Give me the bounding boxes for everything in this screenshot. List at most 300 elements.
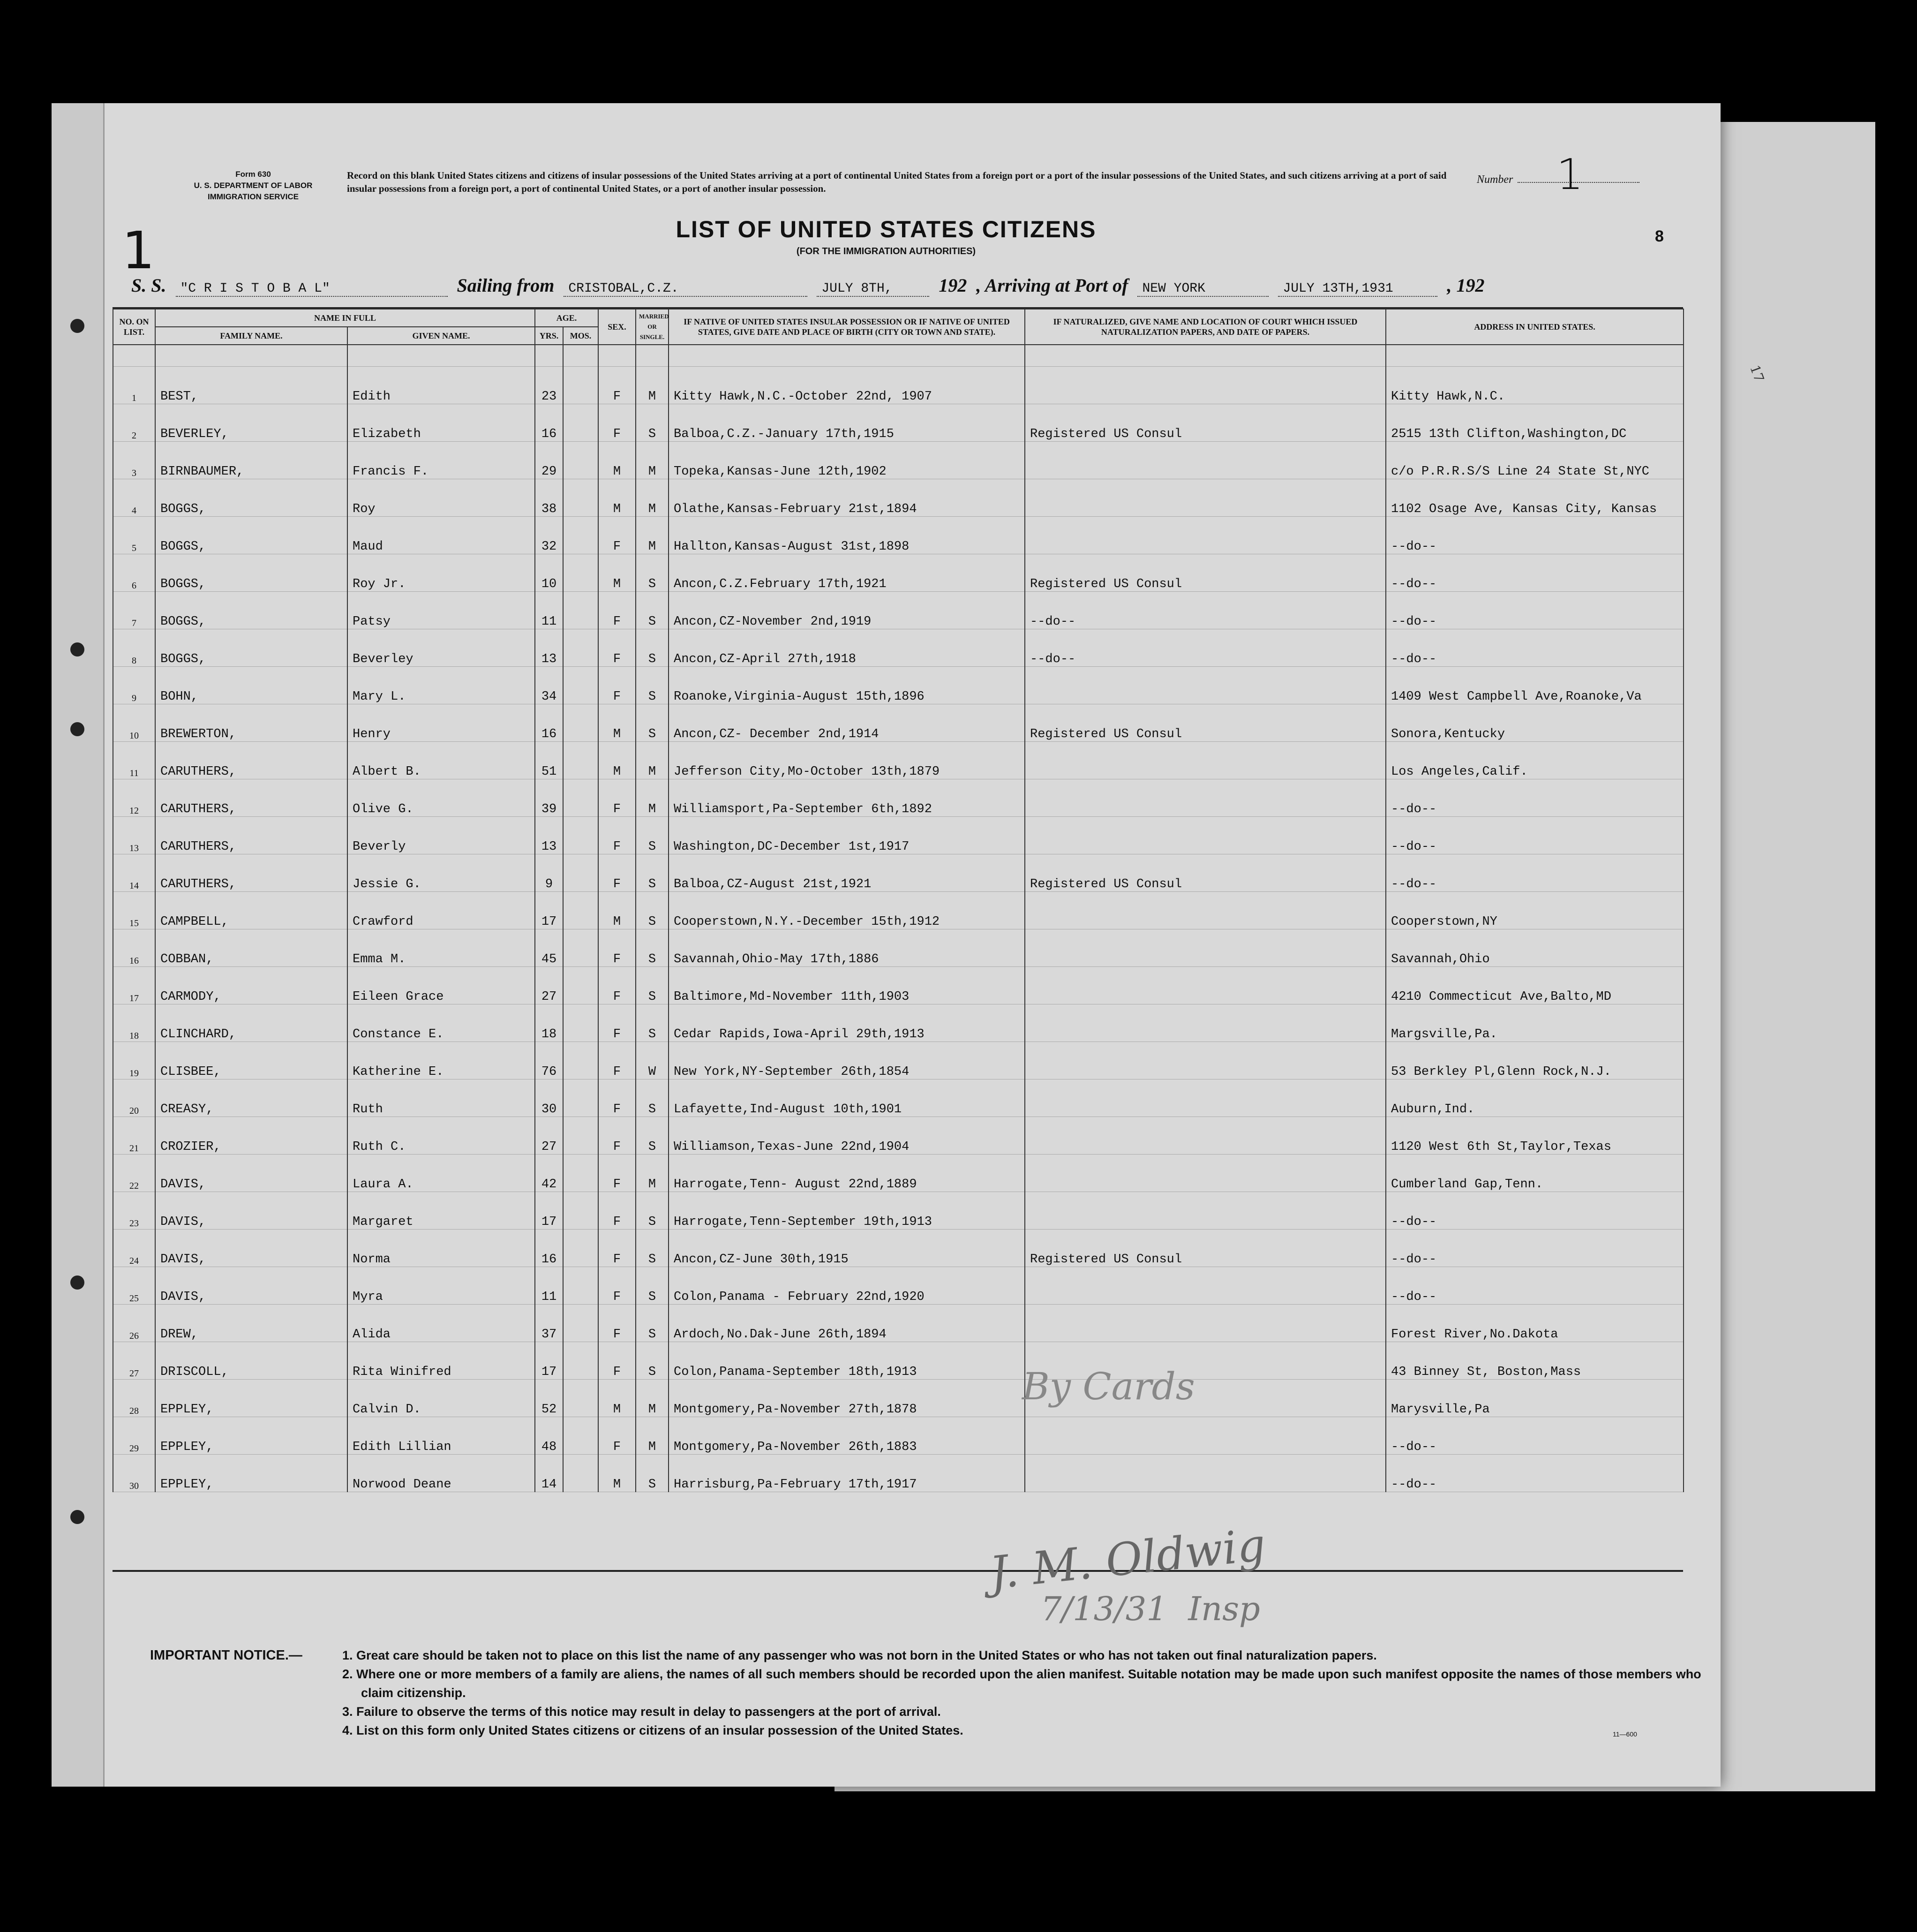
us-address: 53 Berkley Pl,Glenn Rock,N.J. [1386,1042,1684,1079]
birth-place-date: Jefferson City,Mo-October 13th,1879 [669,742,1025,779]
birth-place-date: Harrisburg,Pa-February 17th,1917 [669,1455,1025,1492]
given-name: Francis F. [347,442,535,479]
given-name: Albert B. [347,742,535,779]
us-address: --do-- [1386,1455,1684,1492]
marital-status: S [636,1455,669,1492]
form-department: U. S. DEPARTMENT OF LABOR [194,181,313,190]
age-years: 11 [535,592,563,629]
sex: F [598,1417,636,1455]
birth-place-date: Montgomery,Pa-November 26th,1883 [669,1417,1025,1455]
family-name: DAVIS, [155,1192,347,1230]
naturalization [1025,1305,1386,1342]
sex: M [598,442,636,479]
naturalization: Registered US Consul [1025,1230,1386,1267]
marital-status: S [636,1230,669,1267]
sex: M [598,479,636,517]
us-address: Forest River,No.Dakota [1386,1305,1684,1342]
age-years: 13 [535,629,563,667]
table-row [113,1230,1684,1267]
age-months [563,442,598,479]
naturalization [1025,742,1386,779]
family-name: EPPLEY, [155,1455,347,1492]
header-address: ADDRESS IN UNITED STATES. [1386,309,1684,345]
marital-status: M [636,442,669,479]
birth-place-date: Balboa,C.Z.-January 17th,1915 [669,404,1025,442]
naturalization: Registered US Consul [1025,404,1386,442]
sex: F [598,817,636,854]
given-name: Jessie G. [347,854,535,892]
family-name: CARUTHERS, [155,854,347,892]
row-number: 28 [113,1380,155,1417]
marital-status: S [636,1267,669,1305]
us-address: 1409 West Campbell Ave,Roanoke,Va [1386,667,1684,704]
row-number: 7 [113,592,155,629]
us-address: 1120 West 6th St,Taylor,Texas [1386,1117,1684,1155]
edge-note: 17 [1747,363,1767,384]
row-number: 22 [113,1155,155,1192]
age-months [563,704,598,742]
age-months [563,1079,598,1117]
naturalization [1025,817,1386,854]
marital-status: S [636,1117,669,1155]
marital-status: S [636,554,669,592]
row-number: 26 [113,1305,155,1342]
header-mos: MOS. [563,327,598,345]
header-given: GIVEN NAME. [347,327,535,345]
row-number: 25 [113,1267,155,1305]
age-years: 37 [535,1305,563,1342]
row-number: 23 [113,1192,155,1230]
punch-hole [70,319,84,333]
sex: F [598,1117,636,1155]
birth-place-date: New York,NY-September 26th,1854 [669,1042,1025,1079]
given-name: Ruth C. [347,1117,535,1155]
manifest-sheet [52,103,1767,1787]
naturalization [1025,1155,1386,1192]
age-years: 42 [535,1155,563,1192]
naturalization [1025,1455,1386,1492]
age-years: 11 [535,1267,563,1305]
age-years: 17 [535,1192,563,1230]
us-address: Savannah,Ohio [1386,929,1684,967]
row-number: 27 [113,1342,155,1380]
marital-status: S [636,592,669,629]
header-name-full: NAME IN FULL [155,309,535,327]
birth-place-date: Colon,Panama-September 18th,1913 [669,1342,1025,1380]
table-row [113,967,1684,1004]
birth-place-date: Ancon,CZ-November 2nd,1919 [669,592,1025,629]
age-years: 9 [535,854,563,892]
birth-place-date: Harrogate,Tenn- August 22nd,1889 [669,1155,1025,1192]
table-row [113,592,1684,629]
sex: F [598,1267,636,1305]
family-name: DAVIS, [155,1267,347,1305]
table-row [113,1380,1684,1417]
naturalization [1025,1004,1386,1042]
given-name: Rita Winifred [347,1342,535,1380]
row-number: 12 [113,779,155,817]
given-name: Roy Jr. [347,554,535,592]
family-name: DAVIS, [155,1230,347,1267]
given-name: Maud [347,517,535,554]
naturalization [1025,1079,1386,1117]
marital-status: S [636,704,669,742]
row-number: 8 [113,629,155,667]
handwritten-mark: 1 [122,220,155,280]
given-name: Calvin D. [347,1380,535,1417]
sex: F [598,667,636,704]
marital-status: W [636,1042,669,1079]
marital-status: S [636,929,669,967]
age-months [563,1380,598,1417]
age-months [563,1042,598,1079]
birth-place-date: Montgomery,Pa-November 27th,1878 [669,1380,1025,1417]
sex: F [598,779,636,817]
sex: F [598,1004,636,1042]
family-name: BEVERLEY, [155,404,347,442]
family-name: BOGGS, [155,479,347,517]
number-label: Number [1477,174,1513,186]
age-months [563,817,598,854]
document-subtitle: (FOR THE IMMIGRATION AUTHORITIES) [796,246,976,257]
table-row [113,442,1684,479]
voyage-line [131,274,1678,297]
row-number: 1 [113,367,155,404]
age-months [563,1192,598,1230]
birth-place-date: Savannah,Ohio-May 17th,1886 [669,929,1025,967]
naturalization: --do-- [1025,592,1386,629]
sex: F [598,1192,636,1230]
birth-place-date: Balboa,CZ-August 21st,1921 [669,854,1025,892]
sex: F [598,517,636,554]
table-row [113,704,1684,742]
naturalization: Registered US Consul [1025,854,1386,892]
page-stamp: 8 [1655,227,1664,245]
row-number: 11 [113,742,155,779]
arriving-label: , Arriving at Port of [976,275,1128,296]
signature-title: Insp [1188,1590,1260,1628]
punch-hole [70,642,84,657]
naturalization [1025,517,1386,554]
birth-place-date: Baltimore,Md-November 11th,1903 [669,967,1025,1004]
given-name: Edith [347,367,535,404]
table-row [113,1117,1684,1155]
arrival-date: JULY 13TH,1931 [1278,281,1437,297]
birth-place-date: Topeka,Kansas-June 12th,1902 [669,442,1025,479]
us-address: Cooperstown,NY [1386,892,1684,929]
row-number: 21 [113,1117,155,1155]
family-name: CARUTHERS, [155,817,347,854]
marital-status: M [636,517,669,554]
given-name: Katherine E. [347,1042,535,1079]
us-address: Marysville,Pa [1386,1380,1684,1417]
ss-label: S. S. [131,275,166,296]
notice-item: 4. List on this form only United States citizens or citizens of an insular possession of the United States. [342,1723,963,1737]
given-name: Alida [347,1305,535,1342]
pencil-note: By Cards [1022,1365,1195,1408]
row-number: 17 [113,967,155,1004]
row-number: 18 [113,1004,155,1042]
marital-status: M [636,742,669,779]
form-number: Form 630 [235,170,271,179]
marital-status: M [636,367,669,404]
row-number: 2 [113,404,155,442]
age-months [563,1305,598,1342]
sailing-date: JULY 8TH, [817,281,929,297]
age-months [563,967,598,1004]
us-address: Los Angeles,Calif. [1386,742,1684,779]
family-name: BOGGS, [155,592,347,629]
sex: M [598,554,636,592]
age-years: 13 [535,817,563,854]
family-name: BOGGS, [155,517,347,554]
punch-hole [70,722,84,736]
us-address: --do-- [1386,554,1684,592]
us-address: 2515 13th Clifton,Washington,DC [1386,404,1684,442]
marital-status: M [636,1155,669,1192]
naturalization: --do-- [1025,629,1386,667]
us-address: --do-- [1386,1230,1684,1267]
marital-status: S [636,1004,669,1042]
sex: F [598,929,636,967]
row-number: 19 [113,1042,155,1079]
birth-place-date: Ancon,CZ-June 30th,1915 [669,1230,1025,1267]
naturalization: Registered US Consul [1025,704,1386,742]
naturalization [1025,367,1386,404]
age-years: 14 [535,1455,563,1492]
age-months [563,892,598,929]
family-name: CLISBEE, [155,1042,347,1079]
sex: F [598,367,636,404]
naturalization [1025,1042,1386,1079]
age-months [563,554,598,592]
marital-status: S [636,404,669,442]
header-birth: IF NATIVE OF UNITED STATES INSULAR POSSESSION OR IF NATIVE OF UNITED STATES, GIVE DATE AND PLACE OF BIRTH (CITY OR TOWN AND STATE). [669,309,1025,345]
sex: F [598,1305,636,1342]
notice-heading: IMPORTANT NOTICE.— [150,1648,302,1663]
marital-status: S [636,1305,669,1342]
sex: F [598,854,636,892]
age-years: 51 [535,742,563,779]
age-months [563,517,598,554]
marital-status: S [636,1192,669,1230]
given-name: Eileen Grace [347,967,535,1004]
sex: F [598,1155,636,1192]
family-name: CARMODY, [155,967,347,1004]
marital-status: S [636,1342,669,1380]
age-years: 29 [535,442,563,479]
age-months [563,667,598,704]
header-yrs: YRS. [535,327,563,345]
table-row [113,517,1684,554]
birth-place-date: Lafayette,Ind-August 10th,1901 [669,1079,1025,1117]
family-name: DRISCOLL, [155,1342,347,1380]
header-married: MARRIED OR SINGLE. [636,309,669,345]
given-name: Beverly [347,817,535,854]
signature-date-text: 7/13/31 [1041,1590,1167,1628]
age-years: 18 [535,1004,563,1042]
family-name: CARUTHERS, [155,779,347,817]
header-no: NO. ON LIST. [113,309,155,345]
table-row [113,1192,1684,1230]
age-years: 27 [535,1117,563,1155]
row-number: 24 [113,1230,155,1267]
table-row [113,1004,1684,1042]
age-years: 23 [535,367,563,404]
birth-place-date: Williamsport,Pa-September 6th,1892 [669,779,1025,817]
table-row [113,1079,1684,1117]
given-name: Margaret [347,1192,535,1230]
notice-item: 2. Where one or more members of a family are aliens, the names of all such members should be recorded upon the alien manifest. Suitable notation may be made upon such manifest opposite the names of those members who claim citizenship. [342,1667,1701,1700]
naturalization [1025,929,1386,967]
age-months [563,1267,598,1305]
age-years: 76 [535,1042,563,1079]
sex: F [598,967,636,1004]
age-months [563,367,598,404]
given-name: Roy [347,479,535,517]
marital-status: S [636,817,669,854]
table-row [113,742,1684,779]
row-number: 14 [113,854,155,892]
naturalization: Registered US Consul [1025,554,1386,592]
marital-status: S [636,892,669,929]
us-address: Kitty Hawk,N.C. [1386,367,1684,404]
table-row [113,1455,1684,1492]
age-months [563,404,598,442]
signature-date [1041,1590,1260,1628]
marital-status: S [636,1079,669,1117]
age-months [563,1417,598,1455]
header-age: AGE. [535,309,598,327]
table-row [113,1342,1684,1380]
table-row [113,479,1684,517]
naturalization [1025,1417,1386,1455]
us-address: 1102 Osage Ave, Kansas City, Kansas [1386,479,1684,517]
given-name: Norma [347,1230,535,1267]
table-row [113,1155,1684,1192]
punch-hole [70,1275,84,1290]
us-address: --do-- [1386,1417,1684,1455]
age-months [563,742,598,779]
us-address: 43 Binney St, Boston,Mass [1386,1342,1684,1380]
naturalization [1025,442,1386,479]
row-number: 5 [113,517,155,554]
header-sex: SEX. [598,309,636,345]
naturalization [1025,892,1386,929]
row-number: 30 [113,1455,155,1492]
marital-status: S [636,667,669,704]
family-name: CLINCHARD, [155,1004,347,1042]
given-name: Ruth [347,1079,535,1117]
family-name: CARUTHERS, [155,742,347,779]
birth-place-date: Ancon,C.Z.February 17th,1921 [669,554,1025,592]
family-name: BOGGS, [155,554,347,592]
birth-place-date: Ardoch,No.Dak-June 26th,1894 [669,1305,1025,1342]
table-row [113,929,1684,967]
marital-status: M [636,479,669,517]
age-months [563,1004,598,1042]
sailing-port: CRISTOBAL,C.Z. [564,281,807,297]
marital-status: S [636,854,669,892]
sailing-label: Sailing from [457,275,555,296]
row-number: 3 [113,442,155,479]
sex: M [598,1380,636,1417]
age-years: 17 [535,1342,563,1380]
us-address: --do-- [1386,854,1684,892]
form-identifier [155,169,352,203]
given-name: Laura A. [347,1155,535,1192]
marital-status: M [636,1380,669,1417]
year-prefix: , 192 [1447,275,1485,296]
given-name: Emma M. [347,929,535,967]
table-row [113,854,1684,892]
sex: F [598,1079,636,1117]
table-row [113,817,1684,854]
table-row [113,1267,1684,1305]
age-years: 16 [535,404,563,442]
given-name: Edith Lillian [347,1417,535,1455]
sex: M [598,742,636,779]
inspector-signature: J. M. Oldwig [987,1519,1268,1600]
marital-status: M [636,779,669,817]
us-address: c/o P.R.R.S/S Line 24 State St,NYC [1386,442,1684,479]
us-address: --do-- [1386,517,1684,554]
table-row [113,1042,1684,1079]
us-address: Auburn,Ind. [1386,1079,1684,1117]
ship-name: "C R I S T O B A L" [176,281,448,297]
given-name: Elizabeth [347,404,535,442]
birth-place-date: Kitty Hawk,N.C.-October 22nd, 1907 [669,367,1025,404]
age-years: 27 [535,967,563,1004]
age-years: 34 [535,667,563,704]
naturalization [1025,967,1386,1004]
marital-status: M [636,1417,669,1455]
age-years: 16 [535,704,563,742]
sex: M [598,704,636,742]
naturalization [1025,667,1386,704]
row-number: 20 [113,1079,155,1117]
row-number: 9 [113,667,155,704]
arrival-port: NEW YORK [1137,281,1269,297]
marital-status: S [636,629,669,667]
given-name: Patsy [347,592,535,629]
row-number: 16 [113,929,155,967]
age-months [563,592,598,629]
notice-item: 3. Failure to observe the terms of this notice may result in delay to passengers at the port of arrival. [342,1705,941,1719]
family-name: EPPLEY, [155,1417,347,1455]
family-name: BEST, [155,367,347,404]
given-name: Beverley [347,629,535,667]
family-name: COBBAN, [155,929,347,967]
age-months [563,779,598,817]
us-address: --do-- [1386,592,1684,629]
given-name: Constance E. [347,1004,535,1042]
naturalization [1025,779,1386,817]
age-years: 32 [535,517,563,554]
family-name: BOHN, [155,667,347,704]
sex: F [598,592,636,629]
table-row [113,667,1684,704]
row-number: 6 [113,554,155,592]
row-number: 13 [113,817,155,854]
year-prefix: 192 [939,275,967,296]
row-number: 15 [113,892,155,929]
age-years: 30 [535,1079,563,1117]
table-row [113,367,1684,404]
age-months [563,1117,598,1155]
given-name: Crawford [347,892,535,929]
us-address: --do-- [1386,1192,1684,1230]
